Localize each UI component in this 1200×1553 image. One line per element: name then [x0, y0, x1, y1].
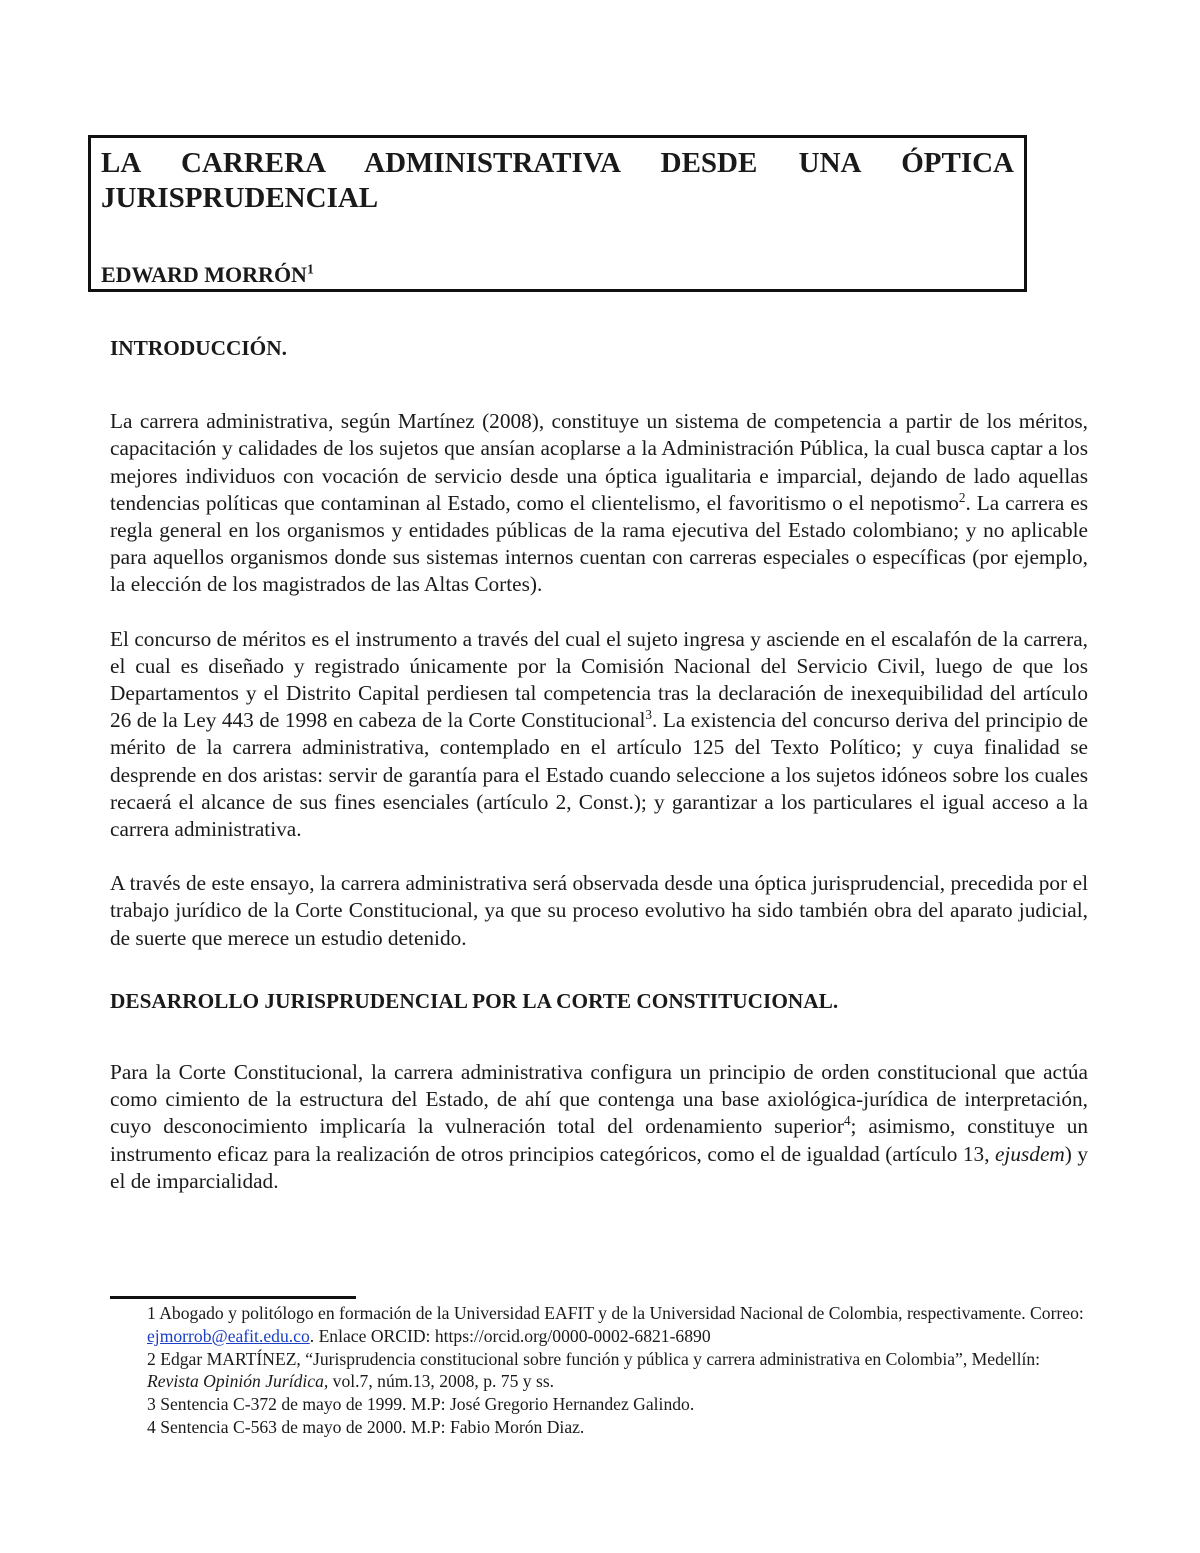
footnote-ref-2[interactable]: 2 — [958, 489, 966, 505]
footnote-ref-3[interactable]: 3 — [645, 707, 653, 723]
paragraph-2-text-b: . La existencia del concurso deriva del principio de mérito de la carrera administrativa, contemplado en el artículo 125 del Texto Político; y cuya finalidad se desprende en dos aristas: servir de garantía para el Estado cuando seleccione a los sujetos idóneos sobre los cuales recaerá el alcance de sus fines esenciales (artículo 2, Const.); y garantizar a los particulares el igual acceso a la carrera administrativa. — [110, 708, 1088, 842]
footnote-2 — [147, 1348, 1087, 1394]
footnote-2-text-a: 2 Edgar MARTÍNEZ, “Jurisprudencia constitucional sobre función y pública y carrera administrativa en Colombia”, Medellín: — [147, 1348, 1041, 1369]
paragraph-4-text-a: Para la Corte Constitucional, la carrera administrativa configura un principio de orden constitucional que actúa como cimiento de la estructura del Estado, de ahí que contenga una base axiológica-jurídica de interpretación, cuyo desconocimiento implicaría la vulneración total del ordenamiento superior — [110, 1060, 1088, 1139]
email-link[interactable]: ejmorrob@eafit.edu.co — [147, 1325, 310, 1346]
paragraph-4-text-c: ) y el de imparcialidad. — [110, 1141, 1088, 1193]
footnote-3: 3 Sentencia C-372 de mayo de 1999. M.P: José Gregorio Hernandez Galindo. — [147, 1394, 695, 1415]
footnote-1-text-b: . Enlace ORCID: https://orcid.org/0000-0002-6821-6890 — [309, 1325, 711, 1346]
title-box — [88, 135, 1027, 292]
paragraph-3: A través de este ensayo, la carrera administrativa será observada desde una óptica jurisprudencial, precedida por el trabajo jurídico de la Corte Constitucional, ya que su proceso evolutivo ha sido también obra del aparato judicial, de suerte que merece un estudio detenido. — [110, 871, 1088, 950]
footnotes — [147, 1302, 1087, 1439]
title-line-2: JURISPRUDENCIAL — [101, 182, 379, 214]
footnote-ref-1[interactable]: 1 — [306, 261, 314, 277]
document-title — [101, 146, 1014, 216]
development-heading: DESARROLLO JURISPRUDENCIAL POR LA CORTE CONSTITUCIONAL. — [110, 988, 839, 1013]
paragraph-4-text-b: ; asimismo, constituye un instrumento eficaz para la realización de otros principios categóricos, como el de igualdad (artículo 13, — [110, 1114, 1088, 1166]
paragraph-1-text-a: La carrera administrativa, según Martínez (2008), constituye un sistema de competencia a partir de los méritos, capacitación y calidades de los sujetos que ansían acoplarse a la Administración Pública, la cual busca captar a los mejores individuos con vocación de servicio desde una óptica igualitaria e imparcial, dejando de lado aquellas tendencias políticas que contaminan al Estado, como el clientelismo, el favoritismo o el nepotismo — [110, 409, 1088, 515]
footnote-4: 4 Sentencia C-563 de mayo de 2000. M.P: Fabio Morón Diaz. — [147, 1416, 585, 1437]
footnote-ref-4[interactable]: 4 — [843, 1113, 851, 1129]
paragraph-2-text-a: El concurso de méritos es el instrumento a través del cual el sujeto ingresa y asciende en el escalafón de la carrera, el cual es diseñado y registrado únicamente por la Comisión Nacional del Servicio Civil, luego de que los Departamentos y el Distrito Capital perdiesen tal competencia tras la declaración de inexequibilidad del artículo 26 de la Ley 443 de 1998 en cabeza de la Corte Constitucional — [110, 626, 1088, 733]
author-name — [101, 262, 314, 288]
title-line-1: LA CARRERA ADMINISTRATIVA DESDE UNA ÓPTICA — [101, 147, 1014, 179]
footnote-2-text-b: vol.7, núm.13, 2008, p. 75 y ss. — [328, 1371, 555, 1392]
footnote-1 — [147, 1302, 1087, 1348]
paragraph-2 — [110, 626, 1088, 844]
footnote-1-text-a: 1 Abogado y politólogo en formación de la Universidad EAFIT y de la Universidad Nacional de Colombia, respectivamente. Correo: — [147, 1303, 1084, 1323]
paragraph-4-italic: ejusdem — [994, 1141, 1065, 1166]
paragraph-1 — [110, 408, 1088, 598]
author-text: EDWARD MORRÓN — [101, 262, 307, 287]
footnote-divider — [110, 1296, 356, 1299]
intro-heading: INTRODUCCIÓN. — [110, 336, 287, 360]
footnote-2-italic: Revista Opinión Jurídica, — [147, 1371, 329, 1392]
paragraph-1-text-b: . La carrera es regla general en los organismos y entidades públicas de la rama ejecutiva del Estado colombiano; y no aplicable para aquellos organismos donde sus sistemas internos cuentan con carreras especiales o específicas (por ejemplo, la elección de los magistrados de las Altas Cortes). — [110, 490, 1088, 597]
document-body — [110, 335, 1088, 1195]
paragraph-4 — [110, 1059, 1088, 1195]
